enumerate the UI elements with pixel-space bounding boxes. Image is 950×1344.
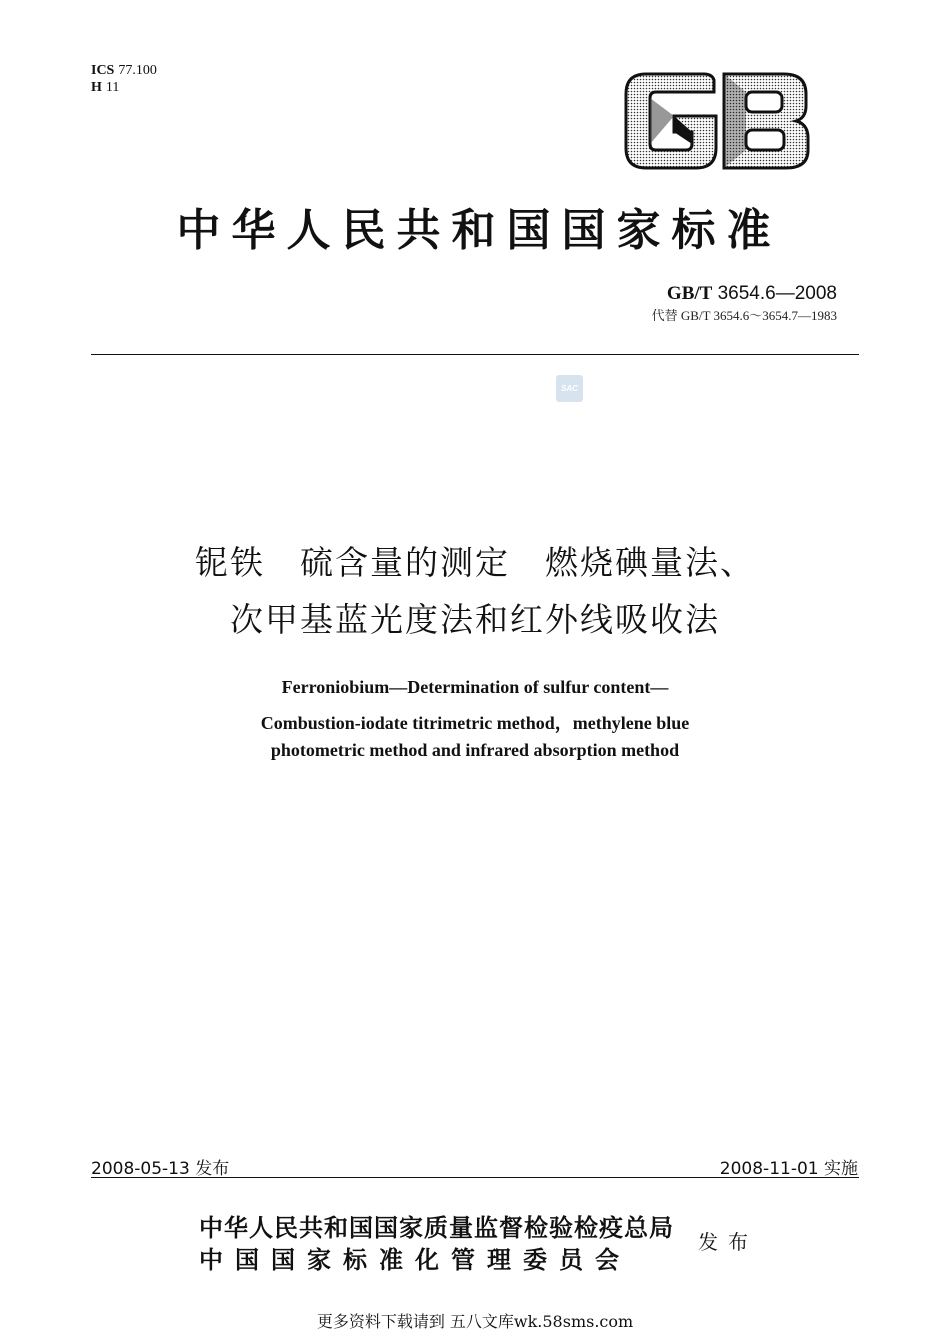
replaces-note: 代替 GB/T 3654.6～3654.7—1983 (651, 308, 837, 323)
english-title-line-3: photometric method and infrared absorption method (270, 740, 680, 760)
national-standard-title: 中华人民共和国国家标准 (176, 205, 782, 256)
publish-label: 发布 (698, 1230, 758, 1254)
chinese-title-line-1: 铌铁 硫含量的测定 燃烧碘量法、 (195, 543, 755, 582)
class-value: 11 (105, 80, 120, 95)
ics-line (91, 62, 157, 79)
standard-code-prefix: GB/T (666, 283, 713, 304)
top-divider (91, 354, 859, 355)
ics-label: ICS (91, 63, 115, 78)
class-label: H (91, 80, 102, 95)
standard-code (667, 283, 837, 305)
sac-watermark-icon: SAC (556, 375, 583, 402)
standard-code-number: 3654.6—2008 (717, 283, 837, 304)
ics-block (91, 62, 157, 96)
implementation-date: 2008-11-01 实施 (719, 1159, 858, 1179)
bottom-divider (91, 1177, 859, 1178)
issuer-line-1: 中华人民共和国国家质量监督检验检疫总局 (199, 1213, 674, 1242)
footer-download-note: 更多资料下载请到 五八文库wk.58sms.com (316, 1312, 634, 1331)
classification-line (91, 79, 157, 96)
english-title-line-2: Combustion-iodate titrimetric method，methylene blue (260, 713, 690, 733)
issue-date: 2008-05-13 发布 (91, 1159, 230, 1179)
english-title-line-1: Ferroniobium—Determination of sulfur content— (281, 677, 669, 697)
ics-value: 77.100 (118, 63, 157, 78)
issuer-line-2: 中国国家标准化管理委员会 (199, 1245, 631, 1274)
gb-logo-icon (624, 72, 810, 170)
chinese-title-line-2: 次甲基蓝光度法和红外线吸收法 (230, 600, 720, 639)
